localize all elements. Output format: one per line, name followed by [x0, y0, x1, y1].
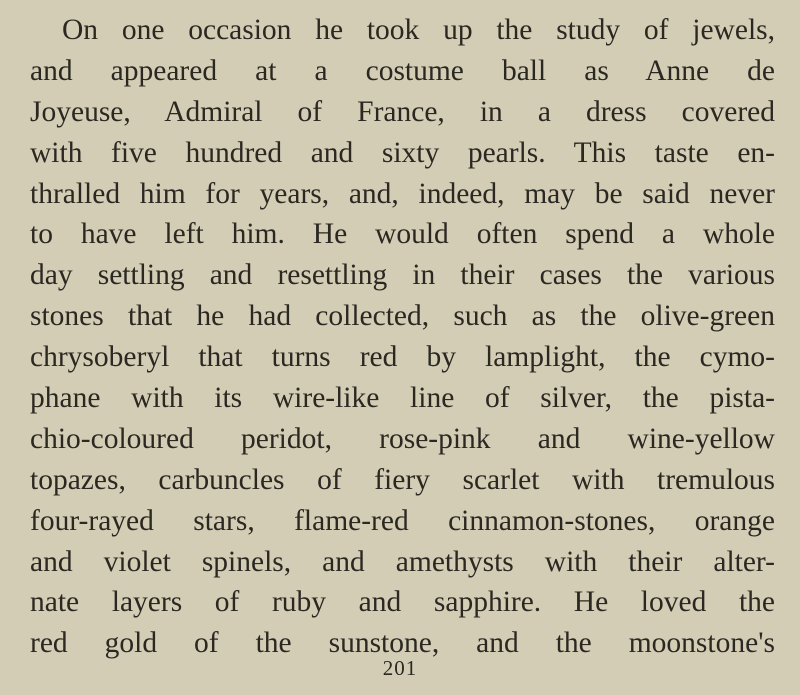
text-line: and violet spinels, and amethysts with their alter-	[30, 545, 775, 578]
page-number: 201	[382, 656, 418, 680]
text-line: stones that he had collected, such as the olive-green	[30, 300, 775, 333]
text-line: On one occasion he took up the study of jewels,	[62, 14, 775, 46]
text-line: and appeared at a costume ball as Anne de	[30, 54, 775, 87]
text-line: phane with its wire-like line of silver, the pista-	[30, 382, 775, 415]
text-line: to have left him. He would often spend a whole	[30, 218, 775, 251]
text-line: four-rayed stars, flame-red cinnamon-stones, orange	[30, 504, 775, 537]
text-line: day settling and resettling in their cases the various	[30, 259, 775, 292]
text-line: with five hundred and sixty pearls. This taste en-	[30, 136, 775, 169]
text-line: chrysoberyl that turns red by lamplight, the cymo-	[30, 341, 775, 374]
text-line: chio-coloured peridot, rose-pink and wine-yellow	[30, 422, 775, 455]
text-line: nate layers of ruby and sapphire. He loved the	[30, 586, 775, 619]
text-line: thralled him for years, and, indeed, may be said never	[30, 177, 775, 210]
body-text	[30, 10, 775, 664]
text-line: Joyeuse, Admiral of France, in a dress covered	[30, 95, 775, 128]
text-line: topazes, carbuncles of fiery scarlet with tremulous	[30, 463, 775, 496]
text-line: red gold of the sunstone, and the moonstone's	[30, 627, 775, 660]
